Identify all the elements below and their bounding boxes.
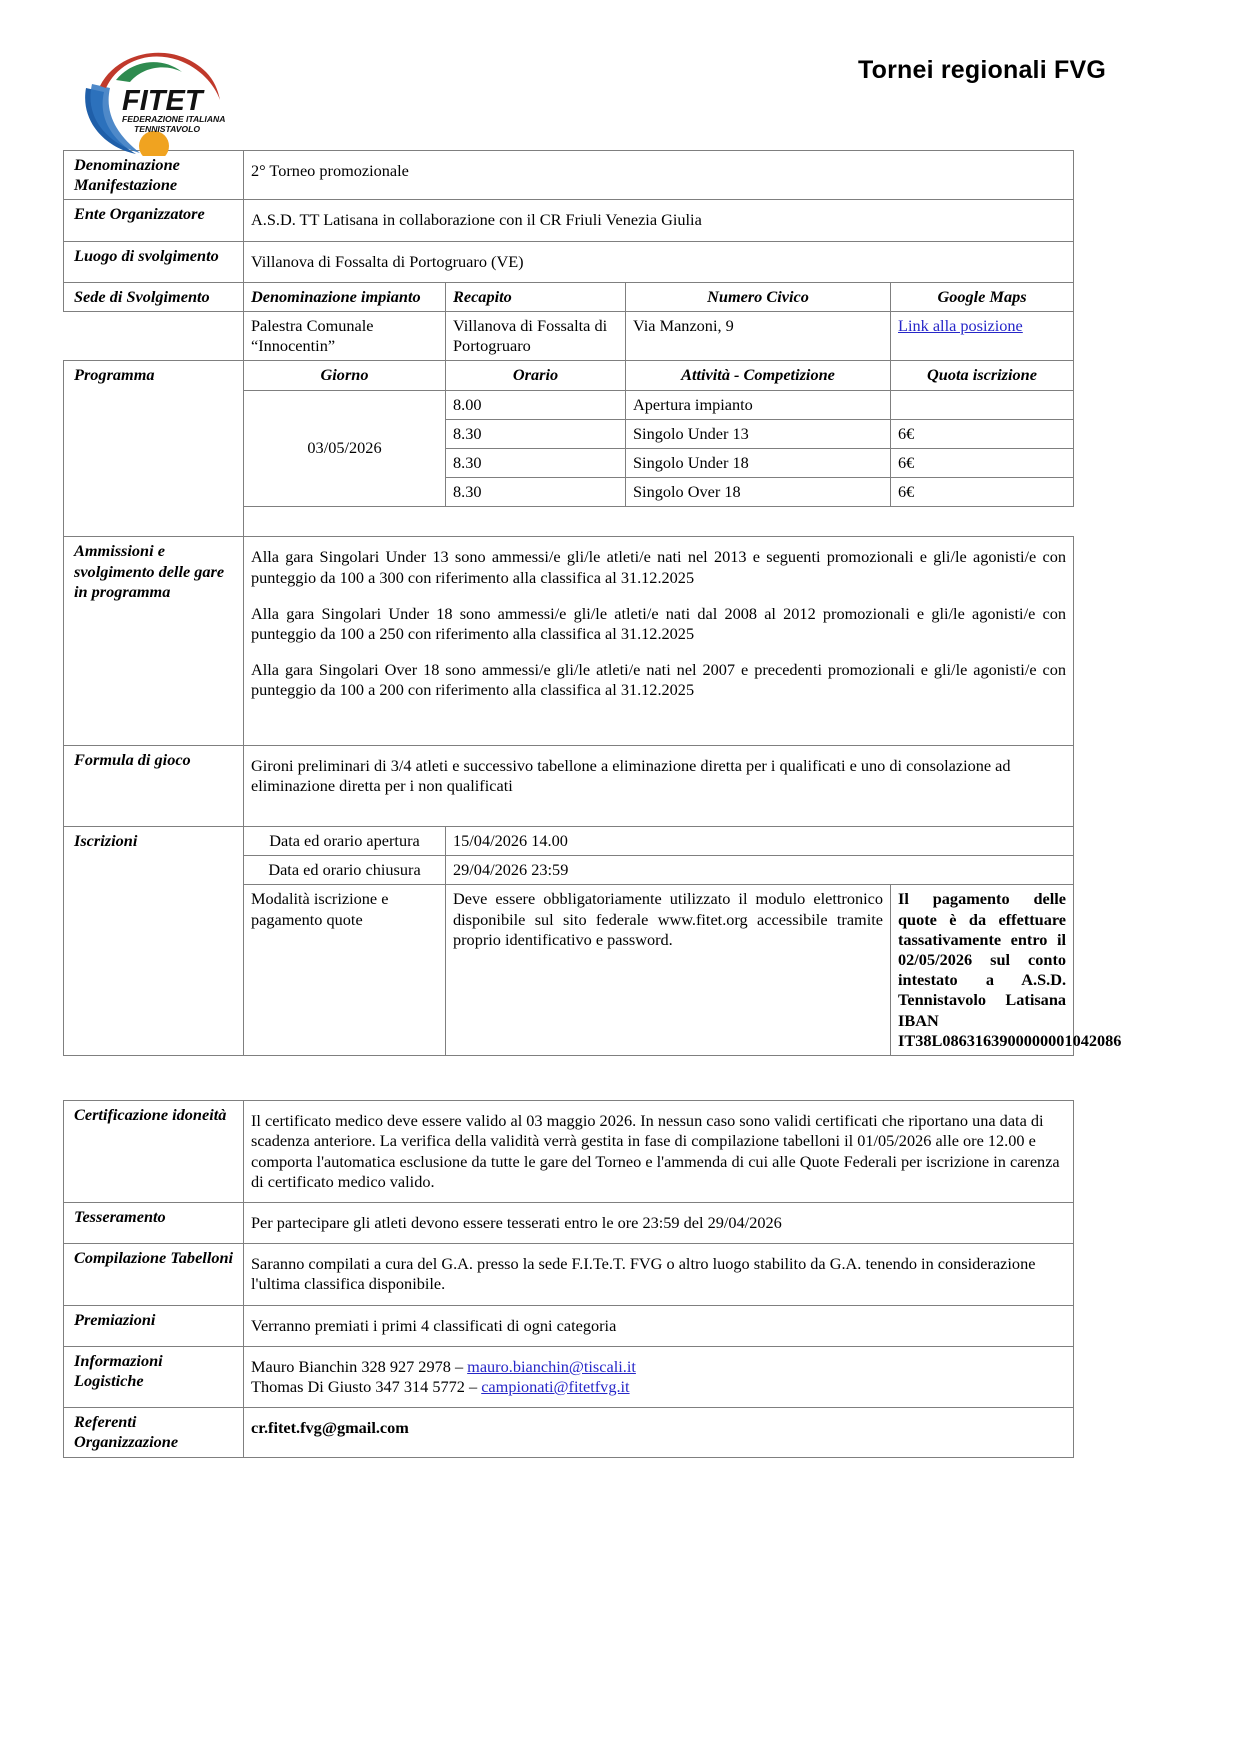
value-chiusura: 29/04/2026 23:59 [446, 856, 1074, 885]
label-denominazione: Denominazione Manifestazione [64, 151, 244, 200]
col-header-orario: Orario [446, 361, 626, 390]
label-iscrizioni: Iscrizioni [64, 827, 244, 1056]
label-chiusura: Data ed orario chiusura [244, 856, 446, 885]
svg-text:TENNISTAVOLO: TENNISTAVOLO [134, 124, 201, 134]
page-title: Tornei regionali FVG [857, 56, 1106, 84]
label-apertura: Data ed orario apertura [244, 827, 446, 856]
table-row-formula [64, 745, 1074, 826]
secondary-info-table [63, 1100, 1074, 1457]
table-row-tesseramento [64, 1202, 1074, 1243]
google-maps-link-cell [891, 312, 1074, 361]
contact-line-2 [251, 1377, 1066, 1397]
value-modalita: Deve essere obbligatoriamente utilizzato il modulo elettronico disponibile sul sito federale www.fitet.org accessibile tramite proprio identificativo e password. [446, 885, 891, 1056]
svg-text:FEDERAZIONE ITALIANA: FEDERAZIONE ITALIANA [122, 114, 226, 124]
table-row-certificazione [64, 1101, 1074, 1203]
table-row-programma-header [64, 361, 1074, 390]
value-ammissioni [244, 537, 1074, 745]
sede-label-spacer [64, 312, 244, 361]
value-informazioni [244, 1346, 1074, 1407]
value-quota-2: 6€ [891, 449, 1074, 478]
table-row-informazioni [64, 1346, 1074, 1407]
value-orario-2: 8.30 [446, 449, 626, 478]
value-denominazione: 2° Torneo promozionale [244, 151, 1074, 200]
value-civico: Via Manzoni, 9 [626, 312, 891, 361]
ammissioni-paragraph-2: Alla gara Singolari Under 18 sono ammessi/e gli/le atleti/e nati dal 2008 al 2012 promozionali e gli/le agonisti/e con punteggio da 100 a 250 con riferimento alla classifica al 31.12.2025 [251, 603, 1067, 644]
col-header-maps: Google Maps [891, 282, 1074, 311]
label-premiazioni: Premiazioni [64, 1305, 244, 1346]
table-row-sede-header [64, 282, 1074, 311]
value-impianto: Palestra Comunale “Innocentin” [244, 312, 446, 361]
col-header-quota: Quota iscrizione [891, 361, 1074, 390]
table-row-sede-data [64, 312, 1074, 361]
spacer-cell-c [626, 507, 891, 537]
contact-name-2: Thomas Di Giusto 347 314 5772 – [251, 1376, 482, 1396]
col-header-recapito: Recapito [446, 282, 626, 311]
table-row-ente [64, 200, 1074, 241]
label-certificazione: Certificazione idoneità [64, 1101, 244, 1203]
label-ammissioni: Ammissioni e svolgimento delle gare in programma [64, 537, 244, 745]
label-formula: Formula di gioco [64, 745, 244, 826]
col-header-giorno: Giorno [244, 361, 446, 390]
label-tesseramento: Tesseramento [64, 1202, 244, 1243]
contact-email-1[interactable]: mauro.bianchin@tiscali.it [467, 1356, 636, 1376]
value-formula [244, 745, 1074, 826]
label-referenti: Referenti Organizzazione [64, 1408, 244, 1457]
table-row-referenti [64, 1408, 1074, 1457]
table-row-denominazione [64, 151, 1074, 200]
value-tesseramento: Per partecipare gli atleti devono essere tesserati entro le ore 23:59 del 29/04/2026 [244, 1202, 1074, 1243]
fitet-logo [78, 44, 238, 152]
table-row-premiazioni [64, 1305, 1074, 1346]
spacer-cell-a [244, 507, 446, 537]
contact-line-1 [251, 1357, 1066, 1377]
value-attivita-2: Singolo Under 18 [626, 449, 891, 478]
value-certificazione: Il certificato medico deve essere valido al 03 maggio 2026. In nessun caso sono validi certificati che riportano una data di scadenza anteriore. La verifica della validità verrà gestita in fase di compilazione tabelloni il 01/05/2026 alle ore 12.00 e comporta l'automatica esclusione da tutte le gare del Torneo e l'ammenda di cui alle Quote Federali per iscrizione in carenza di certificato medico valido. [244, 1101, 1074, 1203]
label-sede: Sede di Svolgimento [64, 282, 244, 311]
value-orario-3: 8.30 [446, 478, 626, 507]
spacer-cell-d [891, 507, 1074, 537]
formula-text: Gironi preliminari di 3/4 atleti e successivo tabellone a eliminazione diretta per i qualificati e uno di consolazione ad eliminazione diretta per i non qualificati [251, 755, 1011, 795]
label-informazioni: Informazioni Logistiche [64, 1346, 244, 1407]
ammissioni-paragraph-1: Alla gara Singolari Under 13 sono ammessi/e gli/le atleti/e nati nel 2013 e seguenti promozionali e gli/le agonisti/e con punteggio da 100 a 300 con riferimento alla classifica al 31.12.2025 [251, 547, 1067, 587]
ammissioni-paragraph-3: Alla gara Singolari Over 18 sono ammessi/e gli/le atleti/e nati nel 2007 e precedenti promozionali e gli/le agonisti/e con punteggio da 100 a 200 con riferimento alla classifica al 31.12.2025 [251, 660, 1067, 700]
col-header-impianto: Denominazione impianto [244, 282, 446, 311]
label-modalita: Modalità iscrizione e pagamento quote [244, 885, 446, 1056]
table-gap [0, 1056, 1241, 1100]
contact-name-1: Mauro Bianchin 328 927 2978 – [251, 1356, 468, 1376]
value-attivita-3: Singolo Over 18 [626, 478, 891, 507]
spacer-cell-b [446, 507, 626, 537]
label-compilazione: Compilazione Tabelloni [64, 1244, 244, 1305]
table-row-ammissioni [64, 537, 1074, 745]
label-ente: Ente Organizzatore [64, 200, 244, 241]
value-recapito: Villanova di Fossalta di Portogruaro [446, 312, 626, 361]
table-row-compilazione [64, 1244, 1074, 1305]
value-premiazioni: Verranno premiati i primi 4 classificati di ogni categoria [244, 1305, 1074, 1346]
label-luogo: Luogo di svolgimento [64, 241, 244, 282]
value-quota-1: 6€ [891, 419, 1074, 448]
value-referenti: cr.fitet.fvg@gmail.com [244, 1408, 1074, 1457]
google-maps-link[interactable]: Link alla posizione [898, 316, 1023, 336]
value-attivita-0: Apertura impianto [626, 390, 891, 419]
contact-email-2[interactable]: campionati@fitetfvg.it [481, 1376, 630, 1396]
table-row-luogo [64, 241, 1074, 282]
value-giorno: 03/05/2026 [244, 390, 446, 507]
value-ente: A.S.D. TT Latisana in collaborazione con il CR Friuli Venezia Giulia [244, 200, 1074, 241]
main-info-table [63, 150, 1122, 1056]
value-orario-0: 8.00 [446, 390, 626, 419]
value-luogo: Villanova di Fossalta di Portogruaro (VE) [244, 241, 1074, 282]
value-orario-1: 8.30 [446, 419, 626, 448]
svg-text:FITET: FITET [122, 85, 203, 117]
value-attivita-1: Singolo Under 13 [626, 419, 891, 448]
value-pagamento: Il pagamento delle quote è da effettuare tassativamente entro il 02/05/2026 sul conto intestato a A.S.D. Tennistavolo Latisana IBAN IT38L0863163900000001042086 [891, 885, 1074, 1056]
value-apertura: 15/04/2026 14.00 [446, 827, 1074, 856]
col-header-attivita: Attività - Competizione [626, 361, 891, 390]
value-quota-3: 6€ [891, 478, 1074, 507]
col-header-civico: Numero Civico [626, 282, 891, 311]
value-quota-0 [891, 390, 1074, 419]
value-compilazione: Saranno compilati a cura del G.A. presso la sede F.I.Te.T. FVG o altro luogo stabilito da G.A. tenendo in considerazione l'ultima classifica disponibile. [244, 1244, 1074, 1305]
table-row-iscrizioni-apertura [64, 827, 1074, 856]
document-header [0, 0, 1241, 150]
label-programma: Programma [64, 361, 244, 537]
